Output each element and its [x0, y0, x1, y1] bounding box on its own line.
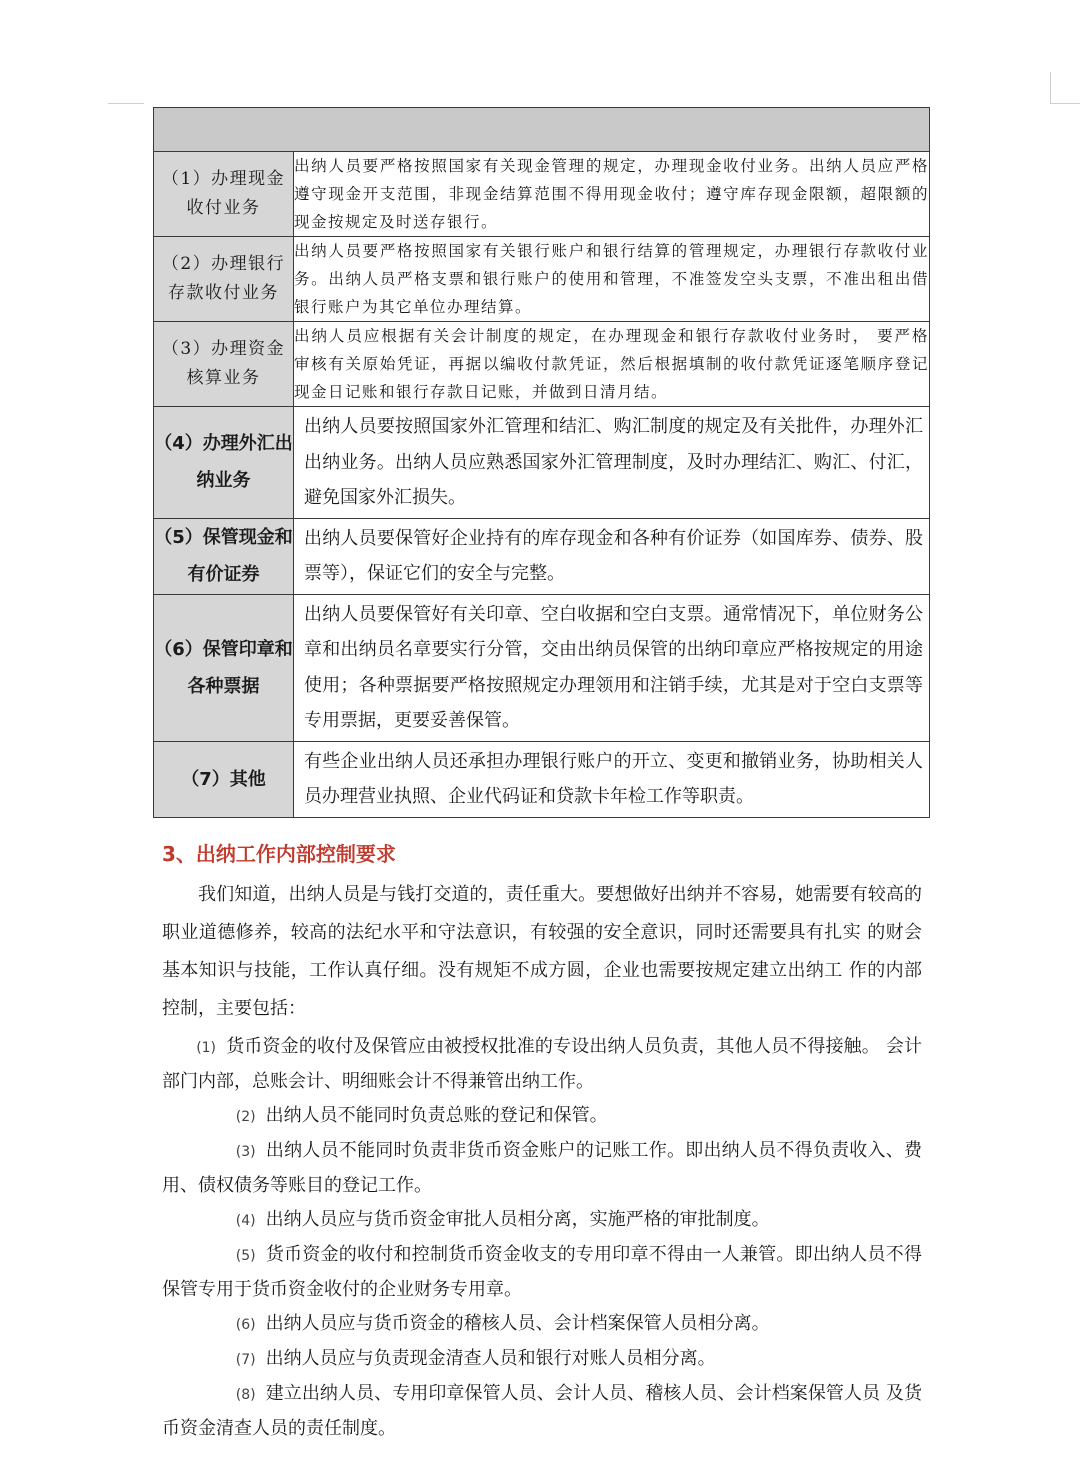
- item-text: 建立出纳人员、专用印章保管人员、会计人员、稽核人员、会计档案保管人员 及货币资金清查人员的责任制度。: [162, 1383, 922, 1439]
- item-number: (8): [235, 1387, 256, 1403]
- item-text: 货币资金的收付及保管应由被授权批准的专设出纳人员负责，其他人员不得接触。 会计部门内部，总账会计、明细账会计不得兼管出纳工作。: [162, 1036, 922, 1092]
- table-row: [154, 322, 930, 407]
- section-body: [162, 876, 922, 1446]
- item-text: 出纳人员应与货币资金的稽核人员、会计档案保管人员相分离。: [265, 1313, 770, 1334]
- item-text: 出纳人员应与货币资金审批人员相分离，实施严格的审批制度。: [265, 1209, 770, 1230]
- table-header-row: [154, 108, 930, 152]
- item-text: 出纳人员应与负责现金清查人员和银行对账人员相分离。: [265, 1348, 716, 1369]
- table-row: [154, 237, 930, 322]
- list-item: [162, 1342, 922, 1377]
- table-row: [154, 741, 930, 817]
- row-content: 出纳人员要保管好有关印章、空白收据和空白支票。通常情况下，单位财务公章和出纳员名章要实行分管，交由出纳员保管的出纳印章应严格按规定的用途使用；各种票据要严格按照规定办理领用和注销手续，尤其是对于空白支票等专用票据，更要妥善保管。: [294, 594, 930, 741]
- item-text: 出纳人员不能同时负责非货币资金账户的记账工作。即出纳人员不得负责收入、费用、债权债务等账目的登记工作。: [162, 1140, 922, 1196]
- item-number: (2): [235, 1109, 256, 1125]
- list-item: [162, 1238, 922, 1307]
- list-item: [162, 1099, 922, 1134]
- item-number: (3): [235, 1144, 256, 1160]
- page-corner-mark-right: [1050, 103, 1080, 104]
- table-row: [154, 407, 930, 519]
- section-title: 3、出纳工作内部控制要求: [162, 842, 396, 866]
- list-item: [162, 1030, 922, 1099]
- row-label: （1）办理现金收付业务: [154, 152, 294, 237]
- row-label: （6）保管印章和各种票据: [154, 594, 294, 741]
- list-item: [162, 1377, 922, 1446]
- item-number: (5): [235, 1248, 256, 1264]
- item-number: (6): [235, 1317, 256, 1333]
- row-label: （7）其他: [154, 741, 294, 817]
- page-corner-mark-left: [108, 103, 144, 104]
- row-label: （4）办理外汇出纳业务: [154, 407, 294, 519]
- table-header-cell: [154, 108, 930, 152]
- row-content: 出纳人员要严格按照国家有关银行账户和银行结算的管理规定，办理银行存款收付业务。出纳人员严格支票和银行账户的使用和管理，不准签发空头支票，不准出租出借银行账户为其它单位办理结算。: [294, 237, 930, 322]
- row-content: 出纳人员要保管好企业持有的库存现金和各种有价证券（如国库券、债券、股票等），保证它们的安全与完整。: [294, 518, 930, 594]
- list-item: [162, 1134, 922, 1203]
- item-text: 货币资金的收付和控制货币资金收支的专用印章不得由一人兼管。即出纳人员不得保管专用于货币资金收付的企业财务专用章。: [162, 1244, 922, 1300]
- row-content: 有些企业出纳人员还承担办理银行账户的开立、变更和撤销业务，协助相关人员办理营业执照、企业代码证和贷款卡年检工作等职责。: [294, 741, 930, 817]
- row-label: （5）保管现金和有价证券: [154, 518, 294, 594]
- cashier-duties-table: [153, 107, 930, 818]
- list-item: [162, 1307, 922, 1342]
- item-number: (4): [235, 1213, 256, 1229]
- row-content: 出纳人员要严格按照国家有关现金管理的规定，办理现金收付业务。出纳人员应严格遵守现金开支范围，非现金结算范围不得用现金收付；遵守库存现金限额，超限额的现金按规定及时送存银行。: [294, 152, 930, 237]
- row-label: （3）办理资金核算业务: [154, 322, 294, 407]
- table-row: [154, 518, 930, 594]
- row-content: 出纳人员要按照国家外汇管理和结汇、购汇制度的规定及有关批件，办理外汇出纳业务。出纳人员应熟悉国家外汇管理制度，及时办理结汇、购汇、付汇，避免国家外汇损失。: [294, 407, 930, 519]
- item-number: (7): [235, 1352, 256, 1368]
- table-row: [154, 152, 930, 237]
- intro-paragraph: 我们知道，出纳人员是与钱打交道的，责任重大。要想做好出纳并不容易，她需要有较高的职业道德修养，较高的法纪水平和守法意识，有较强的安全意识，同时还需要具有扎实 的财会基本知识与技能，工作认真仔细。没有规矩不成方圆，企业也需要按规定建立出纳工 作的内部控制，主要包括：: [162, 884, 922, 1019]
- table-row: [154, 594, 930, 741]
- item-number: (1): [196, 1040, 217, 1056]
- list-item: [162, 1203, 922, 1238]
- row-content: 出纳人员应根据有关会计制度的规定，在办理现金和银行存款收付业务时， 要严格审核有关原始凭证，再据以编收付款凭证，然后根据填制的收付款凭证逐笔顺序登记现金日记账和银行存款日记账，并做到日清月结。: [294, 322, 930, 407]
- row-label: （2）办理银行存款收付业务: [154, 237, 294, 322]
- item-text: 出纳人员不能同时负责总账的登记和保管。: [265, 1105, 608, 1126]
- page-corner-mark-right-vertical: [1050, 72, 1051, 104]
